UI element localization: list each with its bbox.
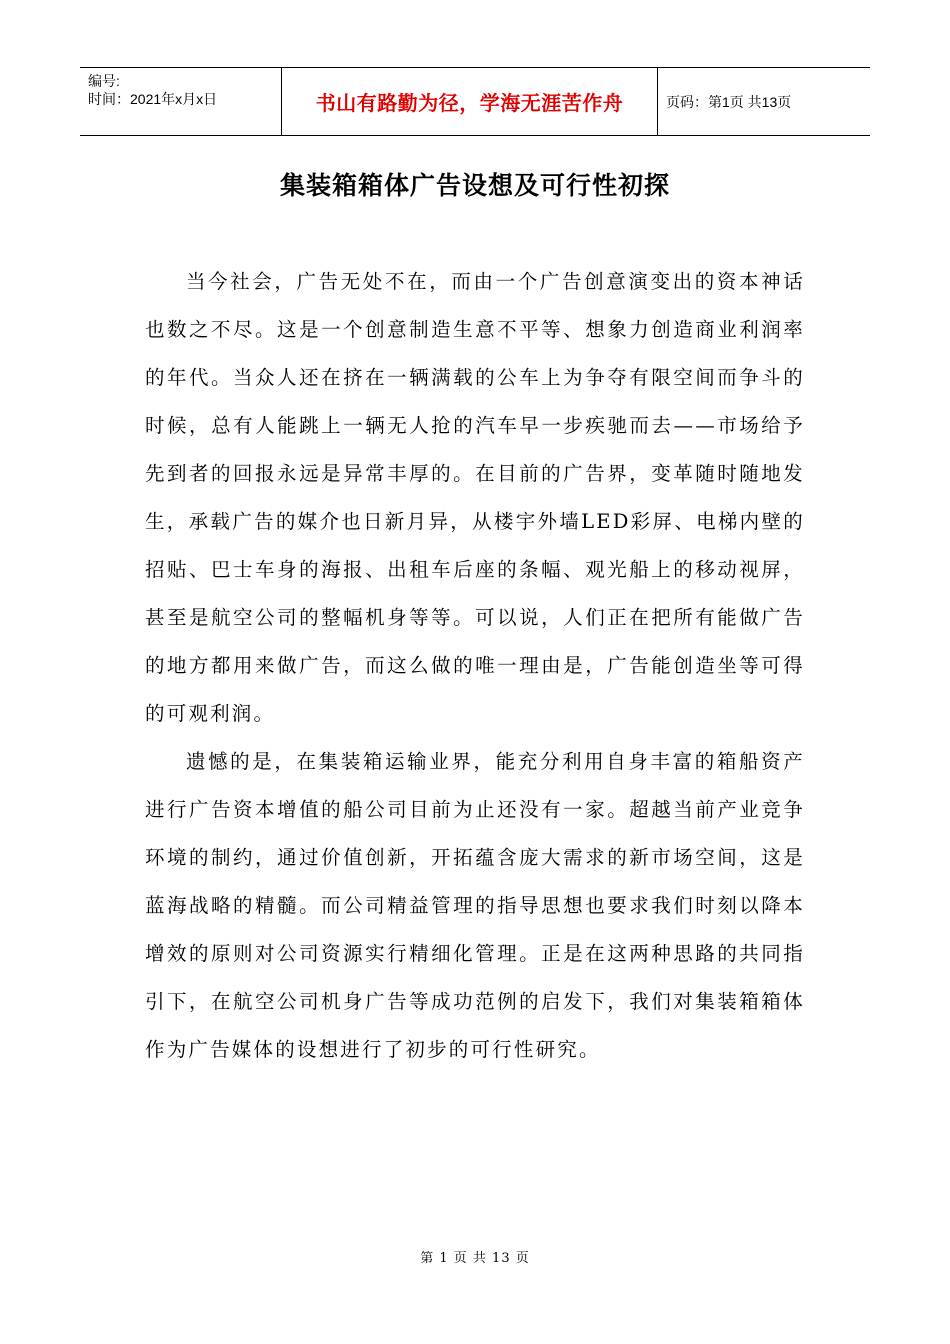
header-table	[80, 67, 870, 136]
document-title: 集装箱箱体广告设想及可行性初探	[279, 171, 670, 200]
document-body	[145, 258, 805, 1074]
document-number-label: 编号:	[88, 73, 120, 89]
document-time-label: 时间：2021年x月x日	[88, 91, 218, 107]
body-paragraph-2: 遗憾的是，在集装箱运输业界，能充分利用自身丰富的箱船资产进行广告资本增值的船公司目前为止还没有一家。超越当前产业竞争环境的制约，通过价值创新，开拓蕴含庞大需求的新市场空间，这是蓝海战略的精髓。而公司精益管理的指导思想也要求我们时刻以降本增效的原则对公司资源实行精细化管理。正是在这两种思路的共同指引下，在航空公司机身广告等成功范例的启发下，我们对集装箱箱体作为广告媒体的设想进行了初步的可行性研究。	[145, 750, 805, 1061]
header-motto: 书山有路勤为径，学海无涯苦作舟	[282, 68, 658, 135]
header-page-info: 页码：第1页 共13页	[666, 93, 792, 110]
header-meta-cell	[80, 68, 282, 135]
body-paragraph-1: 当今社会，广告无处不在，而由一个广告创意演变出的资本神话也数之不尽。这是一个创意制造生意不平等、想象力创造商业利润率的年代。当众人还在挤在一辆满载的公车上为争夺有限空间而争斗的时候，总有人能跳上一辆无人抢的汽车早一步疾驰而去——市场给予先到者的回报永远是异常丰厚的。在目前的广告界，变革随时随地发生，承载广告的媒介也日新月异，从楼宇外墙LED彩屏、电梯内壁的招贴、巴士车身的海报、出租车后座的条幅、观光船上的移动视屏，甚至是航空公司的整幅机身等等。可以说，人们正在把所有能做广告的地方都用来做广告，而这么做的唯一理由是，广告能创造坐等可得的可观利润。	[145, 270, 805, 725]
page-footer: 第 1 页 共 13 页	[420, 1251, 530, 1266]
